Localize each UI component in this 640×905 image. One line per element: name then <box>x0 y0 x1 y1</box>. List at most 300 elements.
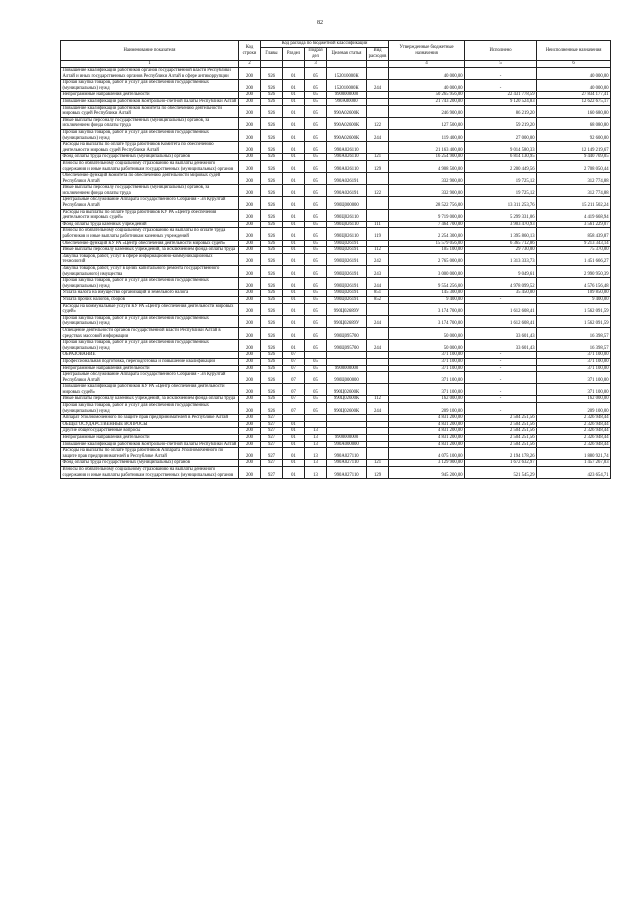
unexecuted-amount-cell: 75 370,00 <box>537 247 611 254</box>
row-name-cell: Повышение квалификации работников Контрольно-счетной палаты Республики Алтай <box>61 98 239 105</box>
executed-amount-cell: 4 978 099,52 <box>465 278 537 290</box>
expense-type-cell: 244 <box>367 278 389 290</box>
expense-type-cell: 244 <box>367 403 389 415</box>
row-name-cell: Другие общегосударственные вопросы <box>61 428 239 435</box>
executed-amount-cell: 33 601,43 <box>465 327 537 339</box>
row-code-cell: 200 <box>239 197 261 209</box>
target-article-cell: 990Ц02600К <box>327 396 367 403</box>
approved-amount-cell: 50 000,00 <box>389 327 465 339</box>
expense-type-cell <box>367 209 389 221</box>
unexecuted-amount-cell: 9 400,00 <box>537 296 611 303</box>
table-row <box>61 327 611 339</box>
row-name-cell: Повышение квалификации работников КУ РА «Центр обеспечения деятельности мировых судей» <box>61 384 239 396</box>
podrazdel-cell: 05 <box>305 173 327 185</box>
col-exptype-header: Вид расходов <box>367 48 389 61</box>
podrazdel-cell: 05 <box>305 253 327 265</box>
glava-cell: 927 <box>261 441 283 448</box>
expense-type-cell <box>367 428 389 435</box>
col-executed-header: Исполнено <box>465 41 537 61</box>
row-code-cell: 200 <box>239 160 261 172</box>
unexecuted-amount-cell: 371 100,00 <box>537 358 611 365</box>
glava-cell: 926 <box>261 68 283 80</box>
expense-type-cell <box>367 142 389 154</box>
executed-amount-cell: 9 049,61 <box>465 266 537 278</box>
row-code-cell: 200 <box>239 240 261 247</box>
table-row <box>61 129 611 141</box>
razdel-cell: 01 <box>283 92 305 99</box>
target-article-cell <box>327 352 367 359</box>
glava-cell: 926 <box>261 315 283 327</box>
razdel-cell: 01 <box>283 290 305 297</box>
razdel-cell: 01 <box>283 435 305 442</box>
table-row <box>61 384 611 396</box>
col-name-header: Наименование показателя <box>61 41 239 61</box>
razdel-cell: 01 <box>283 68 305 80</box>
expense-type-cell: 121 <box>367 154 389 161</box>
target-article-cell: 990А027110 <box>327 467 367 479</box>
podrazdel-cell: 05 <box>305 240 327 247</box>
budget-execution-table <box>60 40 611 479</box>
podrazdel-cell: 05 <box>305 117 327 129</box>
unexecuted-amount-cell: 2 708 050,44 <box>537 160 611 172</box>
unexecuted-amount-cell: 371 100,00 <box>537 365 611 372</box>
target-article-cell: 9900000000 <box>327 435 367 442</box>
approved-amount-cell: 9 554 256,00 <box>389 278 465 290</box>
executed-amount-cell: - <box>465 358 537 365</box>
target-article-cell: 990А027110 <box>327 448 367 460</box>
executed-amount-cell: 1 612 608,41 <box>465 315 537 327</box>
executed-amount-cell: - <box>465 352 537 359</box>
approved-amount-cell: 4 831 200,00 <box>389 421 465 428</box>
executed-amount-cell: 29 730,00 <box>465 247 537 254</box>
table-row <box>61 296 611 303</box>
row-code-cell: 200 <box>239 173 261 185</box>
table-row <box>61 209 611 221</box>
expense-type-cell <box>367 358 389 365</box>
approved-amount-cell: 9 400,00 <box>389 296 465 303</box>
table-row <box>61 460 611 467</box>
executed-amount-cell: - <box>465 403 537 415</box>
expense-type-cell <box>367 415 389 422</box>
target-article-cell <box>327 415 367 422</box>
executed-amount-cell: - <box>465 384 537 396</box>
executed-amount-cell: 33 601,43 <box>465 340 537 352</box>
razdel-cell: 01 <box>283 441 305 448</box>
target-article-cell: 990Ц02689У <box>327 315 367 327</box>
unexecuted-amount-cell: 2 326 948,44 <box>537 428 611 435</box>
row-name-cell: Непрограммные направления деятельности <box>61 435 239 442</box>
razdel-cell: 01 <box>283 154 305 161</box>
col-approved-header: Утвержденные бюджетные назначения <box>389 41 465 61</box>
column-number-row <box>61 61 611 68</box>
table-row <box>61 240 611 247</box>
glava-cell: 926 <box>261 266 283 278</box>
razdel-cell: 01 <box>283 460 305 467</box>
target-article-cell: 990А00000 <box>327 98 367 105</box>
razdel-cell: 01 <box>283 142 305 154</box>
razdel-cell: 07 <box>283 358 305 365</box>
glava-cell: 926 <box>261 303 283 315</box>
podrazdel-cell: 05 <box>305 365 327 372</box>
table-row <box>61 358 611 365</box>
approved-amount-cell: 40 000,00 <box>389 68 465 80</box>
expense-type-cell: 122 <box>367 185 389 197</box>
column-number-cell: 2 <box>239 61 261 68</box>
target-article-cell: 990Ц026110 <box>327 209 367 221</box>
glava-cell: 927 <box>261 428 283 435</box>
glava-cell: 926 <box>261 92 283 99</box>
razdel-cell: 01 <box>283 428 305 435</box>
podrazdel-cell: 13 <box>305 460 327 467</box>
razdel-cell: 01 <box>283 327 305 339</box>
approved-amount-cell: 332 900,00 <box>389 185 465 197</box>
executed-amount-cell: 19 725,12 <box>465 173 537 185</box>
expense-type-cell <box>367 327 389 339</box>
table-row <box>61 340 611 352</box>
unexecuted-amount-cell: 312 774,88 <box>537 173 611 185</box>
row-name-cell: Непрограммные направления деятельности <box>61 365 239 372</box>
unexecuted-amount-cell: 2 326 948,44 <box>537 441 611 448</box>
row-name-cell: Освещение деятельности органов государственной власти Республики Алтай в средствах массовой информации <box>61 327 239 339</box>
approved-amount-cell: 2 765 000,00 <box>389 253 465 265</box>
target-article-cell: 990Ц02600К <box>327 384 367 396</box>
approved-amount-cell: 15 579 056,00 <box>389 240 465 247</box>
row-name-cell: Прочая закупка товаров, работ и услуг для обеспечения государственных (муниципальных) нужд <box>61 129 239 141</box>
approved-amount-cell: 119 400,00 <box>389 129 465 141</box>
approved-amount-cell: 246 900,00 <box>389 105 465 117</box>
row-name-cell: Обеспечение функций КУ РА «Центр обеспечения деятельности мировых судей» <box>61 240 239 247</box>
row-code-cell: 200 <box>239 315 261 327</box>
approved-amount-cell: 40 000,00 <box>389 80 465 92</box>
glava-cell: 926 <box>261 221 283 228</box>
target-article-cell: 990А026191 <box>327 185 367 197</box>
row-code-cell: 200 <box>239 296 261 303</box>
table-row <box>61 352 611 359</box>
target-article-cell: 152010000К <box>327 80 367 92</box>
podrazdel-cell: 05 <box>305 98 327 105</box>
podrazdel-cell: 05 <box>305 142 327 154</box>
row-name-cell: Расходы на выплаты по оплате труда работников Аппарата Уполномоченного по защите прав предпринимателей в Республике Алтай <box>61 448 239 460</box>
approved-amount-cell: 371 100,00 <box>389 352 465 359</box>
podrazdel-cell: 05 <box>305 160 327 172</box>
razdel-cell: 01 <box>283 185 305 197</box>
unexecuted-amount-cell: 1 562 091,59 <box>537 303 611 315</box>
target-article-cell: 990А026110 <box>327 160 367 172</box>
table-row <box>61 448 611 460</box>
target-article-cell: 990А02600К <box>327 117 367 129</box>
podrazdel-cell <box>305 421 327 428</box>
target-article-cell: 990А027110 <box>327 460 367 467</box>
executed-amount-cell: 9 014 580,33 <box>465 142 537 154</box>
podrazdel-cell: 05 <box>305 384 327 396</box>
row-code-cell: 200 <box>239 384 261 396</box>
executed-amount-cell: 35 450,00 <box>465 290 537 297</box>
glava-cell: 926 <box>261 142 283 154</box>
target-article-cell <box>327 358 367 365</box>
razdel-cell: 01 <box>283 340 305 352</box>
unexecuted-amount-cell: 4 576 156,48 <box>537 278 611 290</box>
row-code-cell: 200 <box>239 209 261 221</box>
executed-amount-cell: 27 000,00 <box>465 129 537 141</box>
row-code-cell: 200 <box>239 403 261 415</box>
podrazdel-cell: 05 <box>305 315 327 327</box>
expense-type-cell: 244 <box>367 129 389 141</box>
unexecuted-amount-cell: 16 398,57 <box>537 340 611 352</box>
glava-cell: 926 <box>261 228 283 240</box>
row-name-cell: Аппарат Уполномоченного по защите прав предпринимателей в Республике Алтай <box>61 415 239 422</box>
column-number-cell <box>367 61 389 68</box>
executed-amount-cell: 1 395 860,13 <box>465 228 537 240</box>
row-name-cell: Фонд оплаты труда государственных (муниципальных) органов <box>61 460 239 467</box>
approved-amount-cell: 50 000,00 <box>389 340 465 352</box>
razdel-cell: 01 <box>283 253 305 265</box>
approved-amount-cell: 332 900,00 <box>389 173 465 185</box>
table-row <box>61 98 611 105</box>
row-code-cell: 200 <box>239 68 261 80</box>
expense-type-cell: 121 <box>367 460 389 467</box>
approved-amount-cell: 3 000 000,00 <box>389 266 465 278</box>
table-row <box>61 415 611 422</box>
podrazdel-cell: 05 <box>305 303 327 315</box>
podrazdel-cell: 05 <box>305 266 327 278</box>
podrazdel-cell <box>305 415 327 422</box>
razdel-cell: 01 <box>283 197 305 209</box>
approved-amount-cell: 3 174 700,00 <box>389 315 465 327</box>
table-row <box>61 142 611 154</box>
row-name-cell: Прочая закупка товаров, работ и услуг для обеспечения государственных (муниципальных) нужд <box>61 315 239 327</box>
executed-amount-cell: 2 504 251,56 <box>465 428 537 435</box>
approved-amount-cell: 3 129 900,00 <box>389 460 465 467</box>
razdel-cell: 01 <box>283 278 305 290</box>
expense-type-cell: 112 <box>367 247 389 254</box>
table-row <box>61 266 611 278</box>
row-code-cell: 200 <box>239 185 261 197</box>
glava-cell: 926 <box>261 240 283 247</box>
expense-type-cell: 122 <box>367 117 389 129</box>
unexecuted-amount-cell: 371 100,00 <box>537 352 611 359</box>
expense-type-cell: 852 <box>367 296 389 303</box>
table-row <box>61 228 611 240</box>
podrazdel-cell: 05 <box>305 358 327 365</box>
unexecuted-amount-cell: 9 440 769,05 <box>537 154 611 161</box>
approved-amount-cell: 162 000,00 <box>389 396 465 403</box>
table-row <box>61 365 611 372</box>
row-code-cell: 200 <box>239 460 261 467</box>
approved-amount-cell: 21 743 200,00 <box>389 98 465 105</box>
expense-type-cell: 129 <box>367 160 389 172</box>
podrazdel-cell: 05 <box>305 105 327 117</box>
glava-cell: 926 <box>261 105 283 117</box>
column-number-cell: 5 <box>465 61 537 68</box>
approved-amount-cell: 4 831 200,00 <box>389 428 465 435</box>
target-article-cell: 9900000000 <box>327 92 367 99</box>
row-code-cell: 200 <box>239 98 261 105</box>
row-code-cell: 200 <box>239 352 261 359</box>
glava-cell: 926 <box>261 365 283 372</box>
column-number-cell: 6 <box>537 61 611 68</box>
podrazdel-cell: 05 <box>305 327 327 339</box>
glava-cell: 927 <box>261 467 283 479</box>
unexecuted-amount-cell: 162 000,00 <box>537 396 611 403</box>
approved-amount-cell: 4 831 200,00 <box>389 435 465 442</box>
column-number-cell <box>283 61 305 68</box>
razdel-cell: 01 <box>283 209 305 221</box>
expense-type-cell <box>367 197 389 209</box>
executed-amount-cell: 1 672 632,97 <box>465 460 537 467</box>
glava-cell: 926 <box>261 384 283 396</box>
row-code-cell: 200 <box>239 441 261 448</box>
table-row <box>61 197 611 209</box>
approved-amount-cell: 3 174 700,00 <box>389 303 465 315</box>
expense-type-cell: 244 <box>367 340 389 352</box>
target-article-cell: 990Ц026191 <box>327 266 367 278</box>
row-code-cell: 200 <box>239 358 261 365</box>
glava-cell: 926 <box>261 372 283 384</box>
approved-amount-cell: 9 719 000,00 <box>389 209 465 221</box>
col-code-header: Код строки <box>239 41 261 61</box>
expense-type-cell <box>367 384 389 396</box>
target-article-cell: 990Ц026191 <box>327 290 367 297</box>
approved-amount-cell: 371 100,00 <box>389 365 465 372</box>
razdel-cell: 01 <box>283 221 305 228</box>
approved-amount-cell: 16 254 900,00 <box>389 154 465 161</box>
glava-cell: 926 <box>261 154 283 161</box>
table-row <box>61 315 611 327</box>
unexecuted-amount-cell: 312 774,88 <box>537 185 611 197</box>
executed-amount-cell: - <box>465 396 537 403</box>
glava-cell: 926 <box>261 129 283 141</box>
podrazdel-cell: 05 <box>305 92 327 99</box>
row-name-cell: Иные выплаты персоналу государственных (муниципальных) органов, за исключением фонда оплаты труда <box>61 185 239 197</box>
podrazdel-cell: 05 <box>305 197 327 209</box>
executed-amount-cell: 2 504 251,56 <box>465 435 537 442</box>
unexecuted-amount-cell: 2 990 950,39 <box>537 266 611 278</box>
unexecuted-amount-cell: 160 680,80 <box>537 105 611 117</box>
row-name-cell: Повышение квалификации работников Контрольно-счетной палаты Республики Алтай <box>61 441 239 448</box>
razdel-cell: 01 <box>283 129 305 141</box>
unexecuted-amount-cell: 3 561 229,07 <box>537 221 611 228</box>
executed-amount-cell: 9 120 524,83 <box>465 98 537 105</box>
expense-type-cell <box>367 421 389 428</box>
executed-amount-cell: 6 365 712,86 <box>465 240 537 247</box>
executed-amount-cell: - <box>465 372 537 384</box>
row-code-cell: 200 <box>239 142 261 154</box>
approved-amount-cell: 371 100,00 <box>389 358 465 365</box>
table-row <box>61 428 611 435</box>
expense-type-cell: 111 <box>367 221 389 228</box>
table-row <box>61 290 611 297</box>
target-article-cell: 990Ц095700 <box>327 340 367 352</box>
podrazdel-cell: 13 <box>305 435 327 442</box>
approved-amount-cell: 945 200,00 <box>389 467 465 479</box>
table-row <box>61 435 611 442</box>
row-code-cell: 200 <box>239 129 261 141</box>
expense-type-cell <box>367 240 389 247</box>
row-name-cell: Иные выплаты персоналу казенных учреждений, за исключением фонда оплаты труда <box>61 247 239 254</box>
podrazdel-cell: 05 <box>305 154 327 161</box>
expense-type-cell <box>367 105 389 117</box>
razdel-cell: 01 <box>283 266 305 278</box>
row-code-cell: 200 <box>239 105 261 117</box>
row-code-cell: 200 <box>239 340 261 352</box>
column-number-cell <box>327 61 367 68</box>
executed-amount-cell: 2 504 251,56 <box>465 421 537 428</box>
expense-type-cell <box>367 441 389 448</box>
target-article-cell: 990Ц02600К <box>327 403 367 415</box>
approved-amount-cell: 371 100,00 <box>389 372 465 384</box>
razdel-cell: 07 <box>283 396 305 403</box>
executed-amount-cell: 5 299 331,06 <box>465 209 537 221</box>
expense-type-cell <box>367 303 389 315</box>
podrazdel-cell: 05 <box>305 296 327 303</box>
razdel-cell: 01 <box>283 467 305 479</box>
row-code-cell: 200 <box>239 80 261 92</box>
unexecuted-amount-cell: 2 326 948,44 <box>537 421 611 428</box>
podrazdel-cell: 05 <box>305 278 327 290</box>
razdel-cell: 01 <box>283 117 305 129</box>
executed-amount-cell: - <box>465 296 537 303</box>
target-article-cell: 990Ц000000 <box>327 372 367 384</box>
target-article-cell: 990Ц026191 <box>327 296 367 303</box>
unexecuted-amount-cell: 12 149 219,67 <box>537 142 611 154</box>
expense-type-cell: 112 <box>367 396 389 403</box>
target-article-cell: 990Ц026110 <box>327 228 367 240</box>
expense-type-cell: 129 <box>367 467 389 479</box>
unexecuted-amount-cell: 858 439,87 <box>537 228 611 240</box>
col-target-header: Целевая статья <box>327 48 367 61</box>
approved-amount-cell: 105 100,00 <box>389 247 465 254</box>
table-row <box>61 221 611 228</box>
glava-cell: 926 <box>261 253 283 265</box>
executed-amount-cell: 19 725,12 <box>465 185 537 197</box>
row-code-cell: 200 <box>239 266 261 278</box>
row-code-cell: 200 <box>239 421 261 428</box>
razdel-cell: 01 <box>283 421 305 428</box>
table-row <box>61 68 611 80</box>
column-number-cell: 1 <box>61 61 239 68</box>
column-number-cell: 4 <box>389 61 465 68</box>
podrazdel-cell: 05 <box>305 185 327 197</box>
razdel-cell: 01 <box>283 160 305 172</box>
col-podrazdel-header: Подраз дел <box>305 48 327 61</box>
target-article-cell: 990А02600К <box>327 105 367 117</box>
table-row <box>61 396 611 403</box>
target-article-cell: 990Ц02689У <box>327 303 367 315</box>
col-budget-class-header: Код расхода по бюджетной классификации <box>261 41 389 48</box>
glava-cell: 926 <box>261 98 283 105</box>
podrazdel-cell: 05 <box>305 396 327 403</box>
executed-amount-cell: 1 612 608,41 <box>465 303 537 315</box>
column-number-cell: 3 <box>305 61 327 68</box>
razdel-cell: 01 <box>283 228 305 240</box>
row-code-cell: 200 <box>239 117 261 129</box>
expense-type-cell: 244 <box>367 80 389 92</box>
glava-cell: 926 <box>261 296 283 303</box>
glava-cell: 926 <box>261 358 283 365</box>
unexecuted-amount-cell: 2 326 948,44 <box>537 435 611 442</box>
row-code-cell: 200 <box>239 228 261 240</box>
target-article-cell: 9900000000 <box>327 365 367 372</box>
podrazdel-cell: 05 <box>305 247 327 254</box>
row-name-cell: Иные выплаты персоналу государственных (муниципальных) органов, за исключением фонда оплаты труда <box>61 117 239 129</box>
expense-type-cell: 119 <box>367 228 389 240</box>
target-article-cell: 990Ц026191 <box>327 247 367 254</box>
expense-type-cell <box>367 173 389 185</box>
expense-type-cell <box>367 352 389 359</box>
glava-cell: 927 <box>261 421 283 428</box>
glava-cell: 926 <box>261 396 283 403</box>
row-code-cell: 200 <box>239 253 261 265</box>
